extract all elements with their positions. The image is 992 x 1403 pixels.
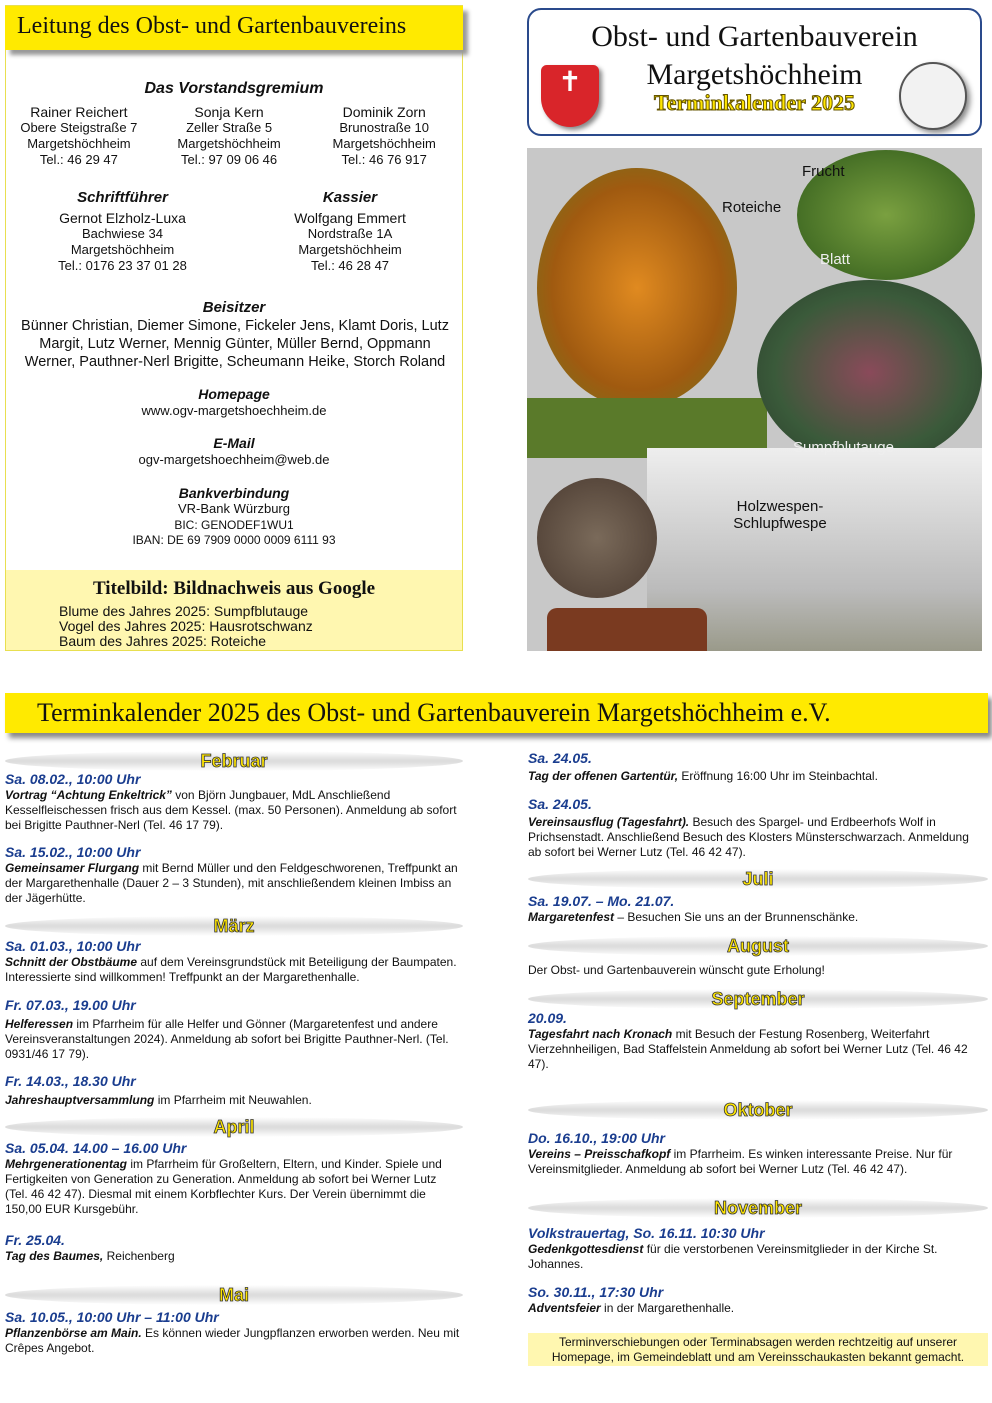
event-title: Vortrag “Achtung Enkeltrick” (5, 788, 172, 802)
event-title: Gemeinsamer Flurgang (5, 861, 140, 875)
schedule-change-note: Terminverschiebungen oder Terminabsagen werden rechtzeitig auf unserer Homepage, im Gemeindeblatt und am Vereinsschaukasten bekannt gemacht. (528, 1333, 988, 1366)
label-frucht: Frucht (802, 163, 845, 180)
event-text: im Pfarrheim für alle Helfer und Gönner (Margaretenfest und andere Vereinsveranstaltungen 2024). Anmeldung ab sofort bei Brigitte Pauthner-Nerl. (Tel. 0931/46 17 79). (5, 1017, 449, 1061)
event-text: Es können wieder Jungpflanzen erworben werden. Neu mit Crêpes Angebot. (5, 1326, 460, 1355)
title-header (527, 8, 982, 136)
schriftfuehrer-street: Bachwiese 34 (82, 226, 163, 241)
event-title: Helferessen (5, 1017, 74, 1031)
member-street: Brunostraße 10 (339, 120, 429, 135)
event-text: für die verstorbenen Vereinsmitglieder in der Kirche St. Johannes. (528, 1242, 938, 1271)
event (5, 997, 460, 1062)
titelbild-row (59, 634, 462, 649)
bank-bic: BIC: GENODEF1WU1 (174, 518, 294, 532)
event-date: Sa. 24.05. (528, 796, 592, 812)
label-roteiche: Roteiche (722, 199, 782, 216)
subtitle: Terminkalender 2025 (653, 90, 856, 115)
event-text: im Pfarrheim mit Neuwahlen. (154, 1093, 312, 1107)
event (528, 750, 978, 784)
event (528, 1010, 978, 1072)
event-title: Jahreshauptversammlung (5, 1093, 155, 1107)
row-label: Blume des Jahres 2025: (59, 603, 210, 619)
event-date: So. 30.11., 17:30 Uhr (528, 1284, 664, 1300)
event-text: in der Margarethenhalle. (600, 1301, 735, 1315)
schriftfuehrer (5, 190, 240, 274)
event-date: 20.09. (528, 1010, 567, 1026)
member (305, 104, 463, 168)
email-link[interactable]: ogv-margetshoechheim@web.de (138, 452, 330, 467)
event-title: Vereinsausflug (Tagesfahrt). (528, 815, 690, 829)
event (5, 1073, 460, 1108)
label-wespe-1: Holzwespen- (736, 498, 824, 515)
leitung-title: Leitung des Obst- und Gartenbauvereins (5, 6, 463, 50)
event-date: Volkstrauertag, So. 16.11. 10:30 Uhr (528, 1225, 765, 1241)
event-text: im Pfarrheim für Großeltern, Eltern, und Kinder. Spiele und Fertigkeiten von Generation zu Generation. Anmeldung ab sofort bei Werner Lutz (Tel. 46 42 47). Diesmal mit einem Korbflechter Kurs. Der Verein übernimmt die 150,00 EUR Kursgebühr. (5, 1157, 442, 1216)
event (528, 893, 978, 925)
event-date: Sa. 01.03., 10:00 Uhr (5, 938, 141, 954)
oak-tree-image (537, 168, 737, 408)
event-title: Mehrgenerationentag (5, 1157, 128, 1171)
month-august: August (528, 936, 988, 956)
flower-image (757, 280, 982, 465)
month-februar: Februar (5, 751, 463, 771)
kassier-town: Margetshöchheim (298, 242, 402, 257)
event-date: Do. 16.10., 19:00 Uhr (528, 1130, 665, 1146)
email-heading: E-Mail (213, 435, 255, 451)
event-text: Besuch des Spargel- und Erdbeerhofs Wolf in Prichsenstadt. Anschließend Besuch des Klosters Münsterschwarzach. Anmeldung ab sofort bei Werner Lutz (Tel. 46 42 47). (528, 815, 969, 859)
event-text: im Pfarrheim. Es winken interessante Preise. Nur für Vereinsmitglieder. Anmeldung ab sofort bei Werner Lutz (Tel. 46 42 47). (528, 1147, 953, 1176)
event (5, 1140, 460, 1217)
bank-name: VR-Bank Würzburg (178, 501, 290, 516)
event-date: Sa. 19.07. – Mo. 21.07. (528, 893, 675, 909)
event-title: Vereins – Preisschafkopf (528, 1147, 671, 1161)
member-street: Zeller Straße 5 (186, 120, 273, 135)
kassier-heading: Kassier (322, 189, 378, 206)
event-title: Tag des Baumes, (5, 1249, 104, 1263)
kassier-street: Nordstraße 1A (307, 226, 393, 241)
homepage-heading: Homepage (198, 386, 270, 402)
row-value: Sumpfblutauge (213, 603, 309, 619)
event-title: Gedenkgottesdienst (528, 1242, 644, 1256)
event-title: Tagesfahrt nach Kronach (528, 1027, 673, 1041)
event (5, 771, 460, 833)
event (5, 844, 460, 906)
member-town: Margetshöchheim (332, 136, 436, 151)
event (528, 1284, 978, 1316)
schriftfuehrer-name: Gernot Elzholz-Luxa (59, 210, 186, 226)
bird-image (537, 478, 657, 598)
club-seal-icon (899, 62, 967, 130)
event-date: Sa. 24.05. (528, 750, 592, 766)
vorstand-heading: Das Vorstandsgremium (144, 80, 324, 97)
row-value: Roteiche (210, 633, 267, 649)
bank-heading: Bankverbindung (178, 485, 290, 501)
cover-photo (527, 148, 982, 651)
member-tel: Tel.: 97 09 06 46 (181, 152, 278, 167)
titelbild-row (59, 619, 462, 634)
month-november: November (528, 1198, 988, 1218)
event-text: mit Bernd Müller und den Feldgeschworenen, Treffpunkt an der Margarethenhalle (Dauer 2 – 3 Stunden), mit anschließendem kleinen Imbiss an der Jägerhütte. (5, 861, 458, 905)
event-text: Reichenberg (103, 1249, 175, 1263)
member-name: Sonja Kern (194, 104, 264, 120)
event (5, 1309, 460, 1356)
member-town: Margetshöchheim (27, 136, 131, 151)
event-date: Sa. 10.05., 10:00 Uhr – 11:00 Uhr (5, 1309, 219, 1325)
beisitzer-list: Bünner Christian, Diemer Simone, Fickeler Jens, Klamt Doris, Lutz Margit, Lutz Werner, Mennig Günter, Müller Bernd, Oppmann Werner, Pauthner-Nerl Brigitte, Scheumann Heike, Storch Roland (21, 318, 449, 370)
beisitzer-heading: Beisitzer (202, 299, 266, 316)
month-maerz: März (5, 916, 463, 936)
event (5, 938, 460, 985)
event-date: Fr. 07.03., 19.00 Uhr (5, 997, 136, 1013)
member-tel: Tel.: 46 76 917 (341, 152, 427, 167)
coat-of-arms-icon: ✝ (541, 65, 599, 127)
member-street: Obere Steigstraße 7 (20, 120, 138, 135)
month-juli: Juli (528, 869, 988, 889)
member-name: Rainer Reichert (30, 104, 128, 120)
month-september: September (528, 989, 988, 1009)
vorstand-members (5, 104, 463, 168)
club-name-line2: Margetshöchheim (646, 58, 863, 91)
calendar-banner: Terminkalender 2025 des Obst- und Gartenbauverein Margetshöchheim e.V. (5, 693, 988, 733)
month-mai: Mai (5, 1285, 463, 1305)
kassier-name: Wolfgang Emmert (294, 210, 406, 226)
event-text: mit Besuch der Festung Rosenberg, Weiterfahrt Vierzehnheiligen, Bad Staffelstein Anmeldung ab sofort bei Werner Lutz (Tel. 46 42 47). (528, 1027, 968, 1071)
month-oktober: Oktober (528, 1100, 988, 1120)
member (153, 104, 306, 168)
titelbild-box (6, 570, 462, 650)
august-note: Der Obst- und Gartenbauverein wünscht gute Erholung! (528, 963, 825, 977)
event-title: Schnitt der Obstbäume (5, 955, 138, 969)
event (528, 796, 978, 860)
member-tel: Tel.: 46 29 47 (39, 152, 118, 167)
event-date: Fr. 14.03., 18.30 Uhr (5, 1073, 136, 1089)
event-date: Fr. 25.04. (5, 1232, 65, 1248)
schriftfuehrer-town: Margetshöchheim (70, 242, 175, 257)
event (528, 1225, 978, 1272)
label-blatt: Blatt (820, 251, 851, 268)
titelbild-title: Titelbild: Bildnachweis aus Google (92, 578, 376, 599)
event (528, 1130, 978, 1177)
month-april: April (5, 1117, 463, 1137)
event-title: Margaretenfest (528, 910, 615, 924)
post-image (547, 608, 707, 651)
event-text: – Besuchen Sie uns an der Brunnenschänke. (614, 910, 859, 924)
homepage-link[interactable]: www.ogv-margetshoechheim.de (141, 403, 327, 418)
event-text: Eröffnung 16:00 Uhr im Steinbachtal. (678, 769, 878, 783)
event-text: von Björn Jungbauer, MdL Anschließend Kesselfleischessen frisch aus dem Kessel. (max. 50 Personen). Anmeldung ab sofort bei Brigitte Pauthner-Nerl (Tel. 46 17 79). (5, 788, 457, 832)
kassier (240, 190, 460, 274)
event-title: Pflanzenbörse am Main. (5, 1326, 142, 1340)
kassier-tel: Tel.: 46 28 47 (310, 258, 390, 273)
schriftfuehrer-heading: Schriftführer (77, 189, 168, 206)
titelbild-row (59, 604, 462, 619)
row-label: Baum des Jahres 2025: (59, 633, 207, 649)
member-town: Margetshöchheim (177, 136, 281, 151)
club-name-line1: Obst- und Gartenbauverein (591, 20, 918, 53)
label-wespe-2: Schlupfwespe (733, 515, 827, 532)
event-date: Sa. 08.02., 10:00 Uhr (5, 771, 141, 787)
event-date: Sa. 15.02., 10:00 Uhr (5, 844, 141, 860)
event (5, 1232, 460, 1264)
label-sumpfblutauge: Sumpfblutauge (793, 439, 894, 456)
bank-iban: IBAN: DE 69 7909 0000 0009 6111 93 (132, 533, 336, 547)
row-label: Vogel des Jahres 2025: (59, 618, 206, 634)
member (5, 104, 153, 168)
label-wespe (730, 498, 830, 532)
event-title: Tag der offenen Gartentür, (528, 769, 679, 783)
event-date: Sa. 05.04. 14.00 – 16.00 Uhr (5, 1140, 187, 1156)
schriftfuehrer-tel: Tel.: 0176 23 37 01 28 (58, 258, 187, 273)
row-value: Hausrotschwanz (209, 618, 313, 634)
event-title: Adventsfeier (528, 1301, 601, 1315)
event-text: auf dem Vereinsgrundstück mit Beteiligung der Baumpaten. Interessierte sind willkommen! Treffpunkt an der Margarethenhalle. (5, 955, 457, 984)
member-name: Dominik Zorn (342, 104, 426, 120)
